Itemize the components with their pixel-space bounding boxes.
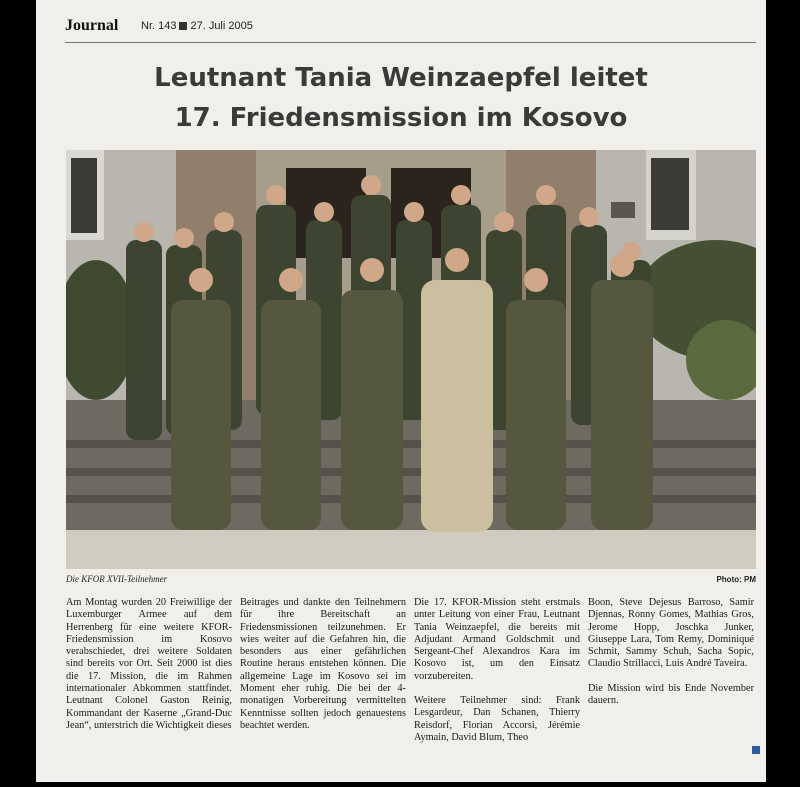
paragraph: Die Mission wird bis Ende November dauern. xyxy=(588,682,754,707)
publication-name: Journal xyxy=(65,17,119,34)
end-of-article-icon xyxy=(752,746,760,754)
article-column-2 xyxy=(240,597,406,744)
photo-credit: Photo: PM xyxy=(716,575,756,584)
issue-info xyxy=(141,20,253,32)
headline-line-1: Leutnant Tania Weinzaepfel leitet xyxy=(154,63,648,93)
article-column-4 xyxy=(588,597,754,744)
paragraph: Die 17. KFOR-Mission steht erstmals unter Leitung von einer Frau, Leutnant Tania Weinzaepfel, die bereits mit Adjudant Armand Goldschmit und Sergeant-Chef Alexandros Kara im Kosovo ist, um den Einsatz vorzubereiten. xyxy=(414,597,580,682)
paragraph: Weitere Teilnehmer sind: Frank Lesgardeur, Dan Schanen, Thierry Reisdorf, Florian Accorsi, Jérémie Aymain, David Blum, Theo xyxy=(414,695,580,743)
article-column-3 xyxy=(414,597,580,744)
issue-date: 27. Juli 2005 xyxy=(190,20,253,32)
paragraph: Am Montag wurden 20 Freiwillige der Luxemburger Armee auf dem Herrenberg für eine weitere KFOR-Friedensmission im Kosovo verabschiedet, drei weitere Soldaten sind bereits vor Ort. Seit 2000 ist dies die 17. Mission, die im Rahmen internationaler Abkommen stattfindet. Leutnant Colonel Gaston Reinig, Kommandant der Kaserne „Grand-Duc Jean“, unterstrich die Wichtigkeit dieses xyxy=(66,597,232,731)
headline xyxy=(36,58,766,138)
masthead xyxy=(65,16,756,43)
headline-line-2: 17. Friedensmission im Kosovo xyxy=(174,103,628,133)
article-column-1 xyxy=(66,597,232,744)
square-bullet-icon xyxy=(179,22,187,30)
photo-caption: Die KFOR XVII-Teilnehmer xyxy=(66,574,168,584)
issue-number: Nr. 143 xyxy=(141,20,177,32)
article-body xyxy=(66,597,756,744)
paragraph: Boon, Steve Dejesus Barroso, Samir Djennas, Ronny Gomes, Mathias Gros, Jerome Hopp, Joschka Junker, Giuseppe Lara, Tom Remy, Dominiqué Schmit, Sammy Schuh, Sacha Sopic, Claudio Strillacci, Luis André Taveira. xyxy=(588,597,754,670)
newspaper-page xyxy=(36,0,766,782)
paragraph: Beitrages und dankte den Teilnehmern für ihre Bereitschaft an Friedensmissionen teilzunehmen. Er wies weiter auf die Gefahren hin, die besonders aus einer gefährlichen Routine heraus entstehen können. Die allgemeine Lage im Kosovo sei im Moment eher ruhig. Die bei der 4-monatigen Vorbereitung vermittelten Kenntnisse sollten jedoch genauestens beachtet werden. xyxy=(240,597,406,731)
group-photo xyxy=(66,150,756,569)
